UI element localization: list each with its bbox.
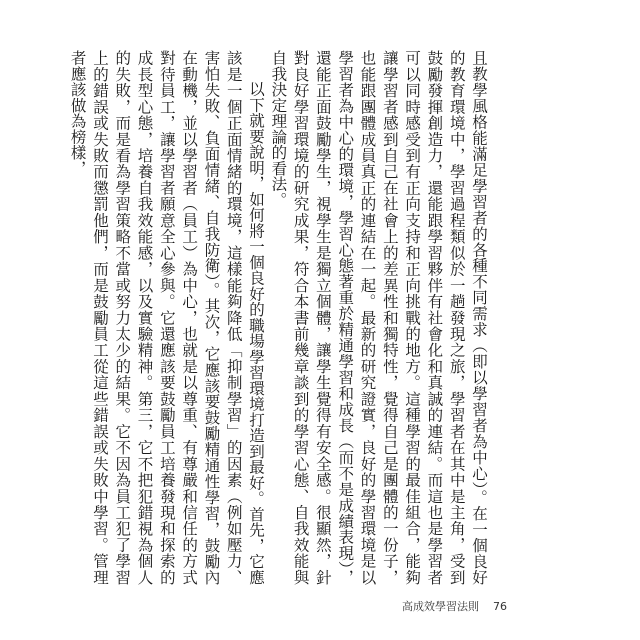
page-number: 76 <box>493 600 507 613</box>
running-title: 高成效學習法則 <box>402 600 479 613</box>
body-text <box>68 50 490 585</box>
paragraph-2: 以下就要說明，如何將一個良好的職場學習環境打造到最好。首先，它應該是一個正面情緒的環境，這樣能夠降低「抑制學習」的因素（例如壓力、害怕失敗、負面情緒、自我防衛）。其次，它應該要鼓勵精通性學習，鼓勵內在動機，並以學習者（員工）為中心，也就是以尊重、有尊嚴和信任的方式對待員工，讓學習者願意全心參與。它還應該要鼓勵員工培養發現和探索的成長型心態，培養自我效能感，以及實驗精神。第三，它不把犯錯視為個人的失敗，而是看為學習策略不當或努力太少的結果。它不因為員工犯了學習上的錯誤或失敗而懲罰他們，而是鼓勵員工從這些錯誤或失敗中學習。管理者應該做為榜樣， <box>68 50 266 585</box>
paragraph-1: 且教學風格能滿足學習者的各種不同需求（即以學習者為中心）。在一個良好的教育環境中，學習過程類似於一趟發現之旅，學習者在其中是主角，受到鼓勵發揮創造力，還能跟學習夥伴有社會化和真誠的連結。而這也是學習者可以同時感受到有正向支持和正向挑戰的地方。這種學習的最佳組合，能夠讓學習者感到自己在社會上的差異性和獨特性，覺得自己是團體的一份子，也能跟團體成員真正的連結在一起。最新的研究證實，良好的學習環境是以學習者為中心的環境，學習心態著重於精通學習和成長（而不是成績表現），還能正面鼓勵學生，視學生是獨立個體，讓學生覺得有安全感。很顯然，針對良好學習環境的研究成果，符合本書前幾章談到的學習心態、自我效能與自我決定理論的看法。 <box>269 50 488 585</box>
page-footer <box>402 598 507 614</box>
